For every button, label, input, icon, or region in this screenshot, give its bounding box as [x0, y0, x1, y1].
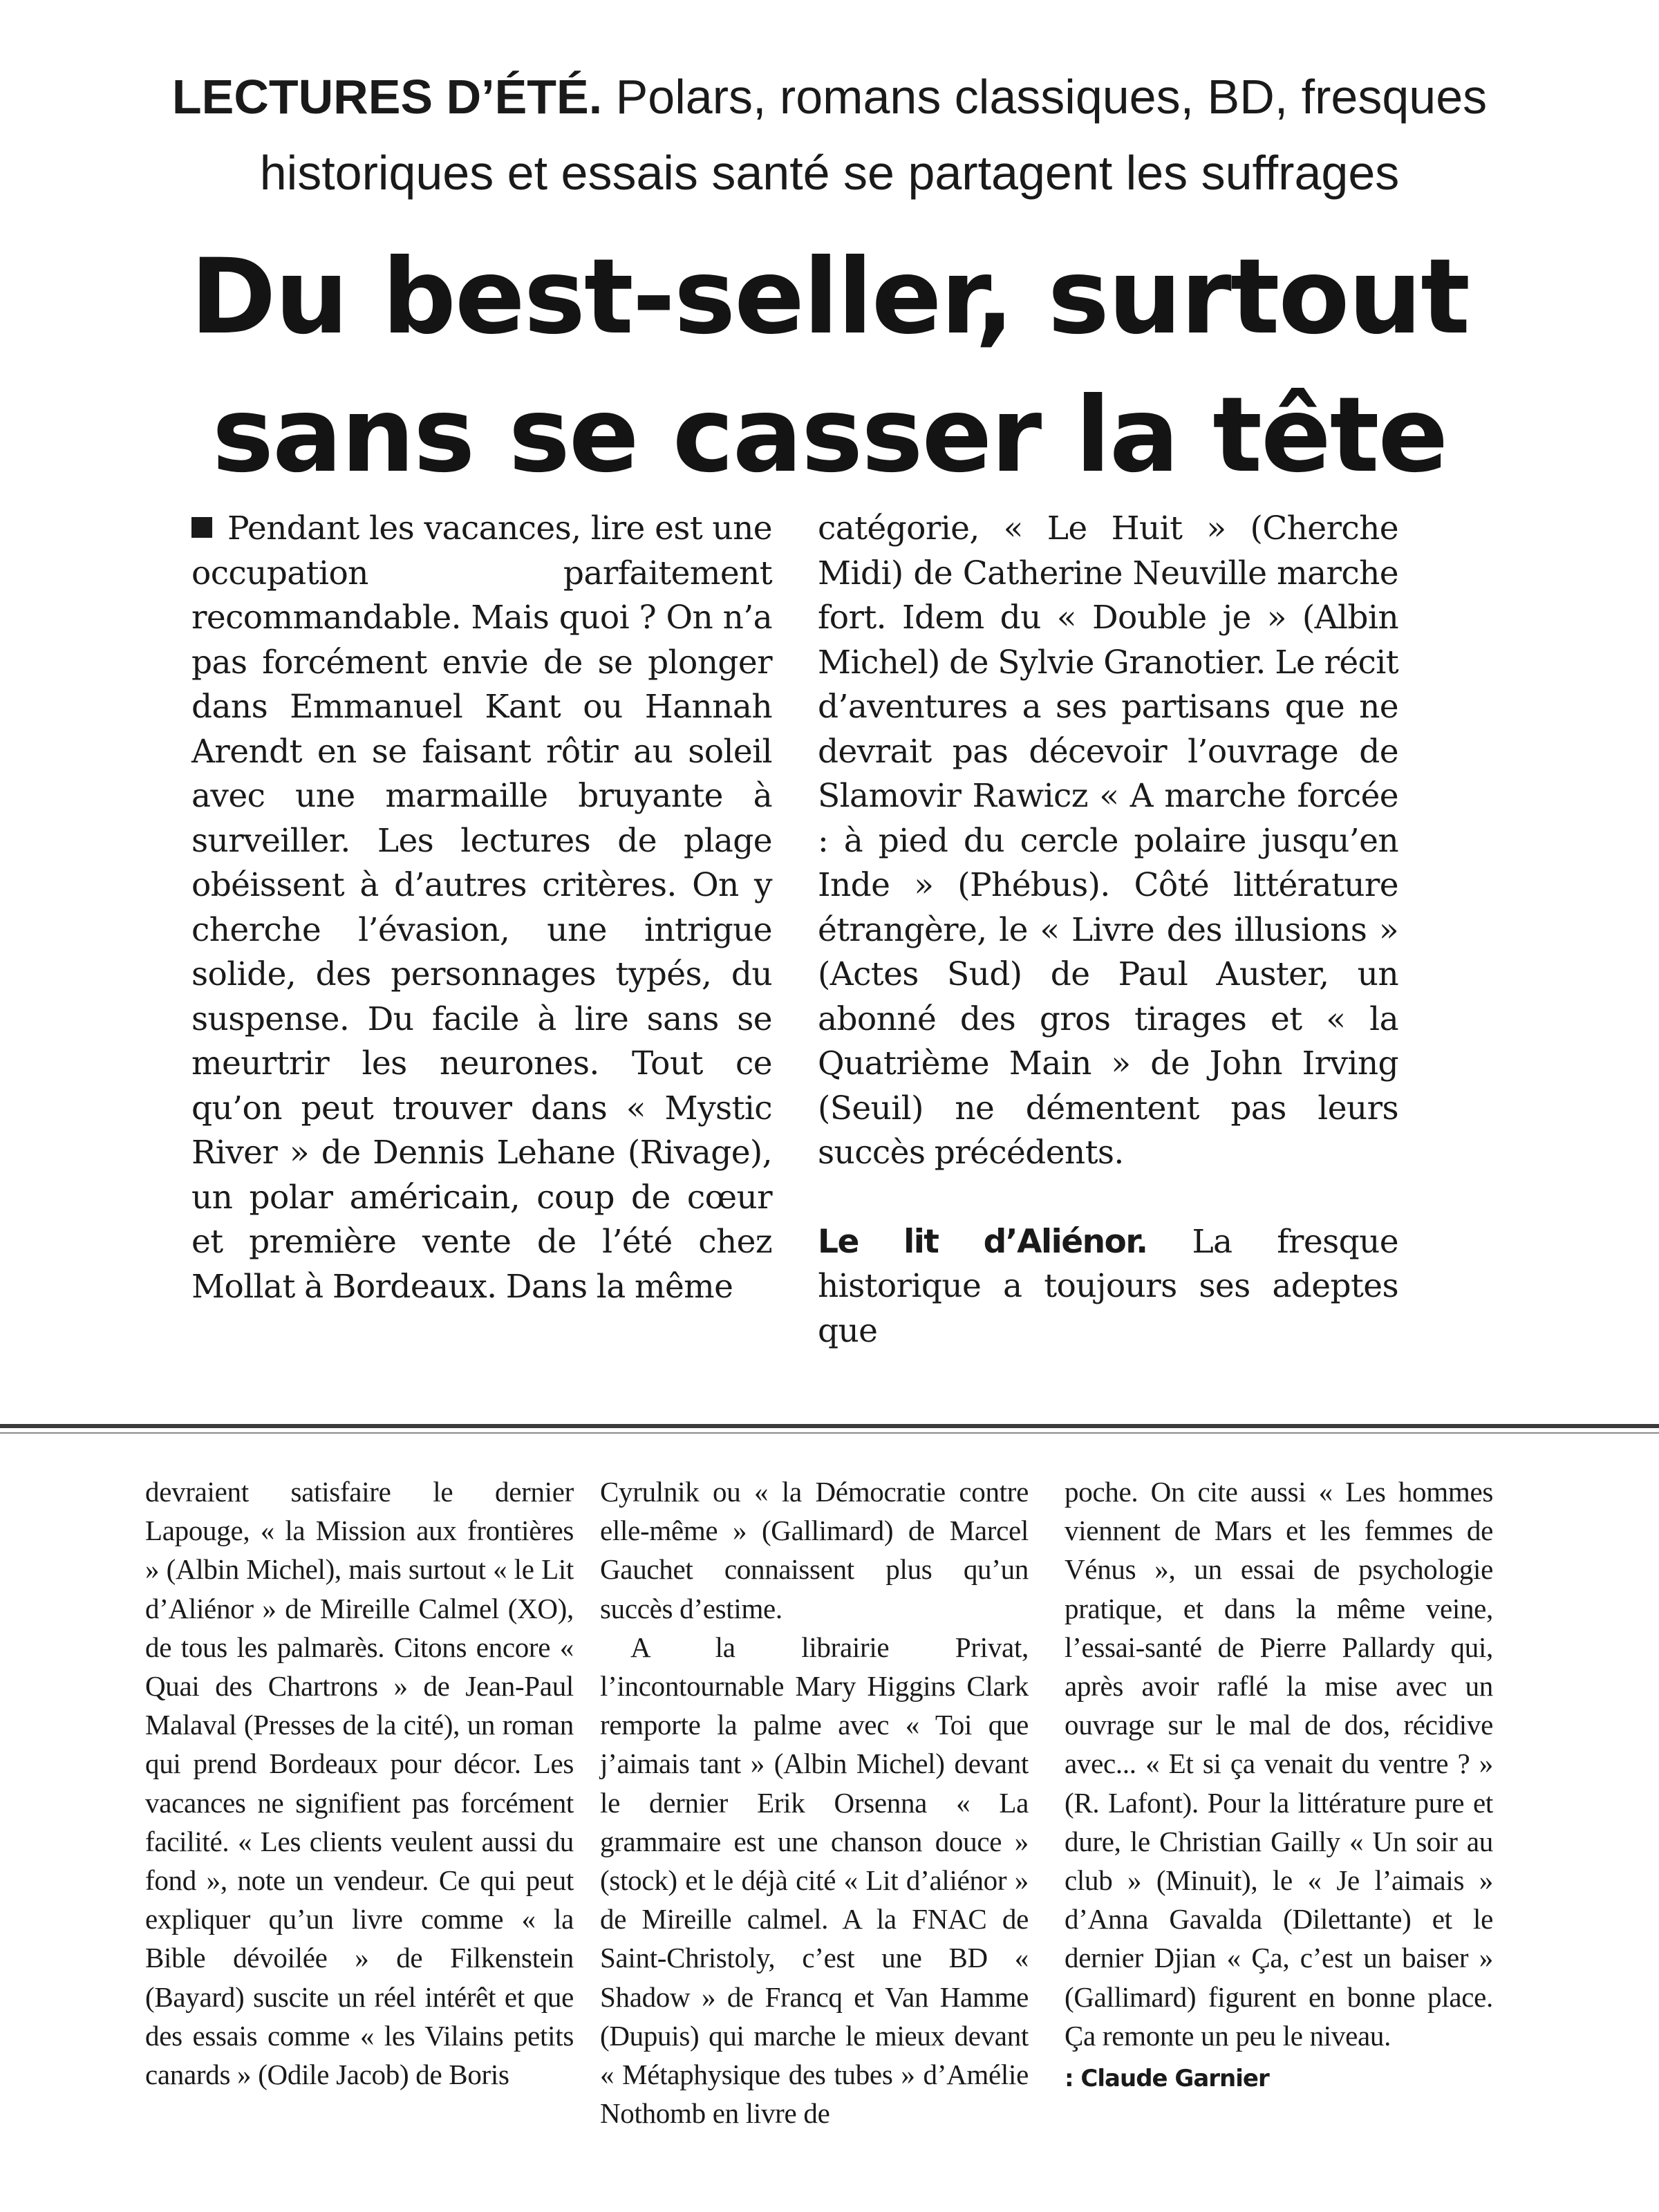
- byline: : Claude Garnier: [1065, 2065, 1269, 2093]
- column-2-subsection: [818, 1220, 1398, 1354]
- clipping-cut-edge: [0, 1424, 1659, 1428]
- continuation-column-3-text: poche. On cite aussi « Les hommes viennent de Mars et les femmes de Vénus », un essai de psychologie pratique, et dans la même veine, l’essai-santé de Pierre Pallardy qui, après avoir raflé la mise avec un ouvrage sur le mal de dos, récidive avec... « Et si ça venait du ventre ? » (R. Lafont). Pour la littérature pure et dure, le Christian Gailly « Un soir au club » (Minuit), le « Je l’aimais » d’Anna Gavalda (Dilettante) et le dernier Djian « Ça, c’est un baiser » (Gallimard) figurent en bonne place. Ça remonte un peu le niveau.: [1065, 1476, 1493, 2052]
- continuation-column-3: [1065, 1472, 1493, 2098]
- headline: [138, 228, 1521, 505]
- continuation-column-1: [145, 1472, 574, 2094]
- headline-line-2: sans se casser la tête: [212, 375, 1447, 496]
- continuation-column-2-paragraph-1: Cyrulnik ou « la Démocratie contre elle-même » (Gallimard) de Marcel Gauchet connaissent plus qu’un succès d’estime.: [600, 1476, 1029, 1624]
- headline-line-1: Du best-seller, surtout: [190, 237, 1469, 357]
- article-column-2: [818, 507, 1398, 1353]
- continuation-column-2: [600, 1472, 1029, 2133]
- clipping-cut-shadow: [0, 1432, 1659, 1434]
- continuation-column-1-text: devraient satisfaire le dernier Lapouge, « la Mission aux frontières » (Albin Michel), mais surtout « le Lit d’Aliénor » de Mireille Calmel (XO), de tous les palmarès. Citons encore « Quai des Chartrons » de Jean-Paul Malaval (Presses de la cité), un roman qui prend Bordeaux pour décor. Les vacances ne signifient pas forcément facilité. « Les clients veulent aussi du fond », note un vendeur. Ce qui peut expliquer qu’un livre comme « la Bible dévoilée » de Filkenstein (Bayard) suscite un réel intérêt et que des essais comme « les Vilains petits canards » (Odile Jacob) de Boris: [145, 1476, 574, 2091]
- bullet-square-icon: [191, 517, 212, 538]
- article-column-1: [191, 507, 772, 1309]
- subhead: Le lit d’Aliénor.: [818, 1222, 1147, 1261]
- kicker: [104, 59, 1555, 211]
- column-2-text: catégorie, « Le Huit » (Cherche Midi) de Catherine Neuville marche fort. Idem du « Double je » (Albin Michel) de Sylvie Granotier. Le récit d’aventures a ses partisans que ne devrait pas décevoir l’ouvrage de Slamovir Rawicz « A marche forcée : à pied du cercle polaire jusqu’en Inde » (Phébus). Côté littérature étrangère, le « Livre des illusions » (Actes Sud) de Paul Auster, un abonné des gros tirages et « la Quatrième Main » de John Irving (Seuil) ne démentent pas leurs succès précédents.: [818, 509, 1398, 1172]
- column-2-continuation: La fresque historique a toujours ses adeptes que: [818, 1222, 1399, 1350]
- kicker-text: Polars, romans classiques, BD, fresques historiques et essais santé se partagent les suffrages: [259, 70, 1488, 200]
- column-1-text: Pendant les vacances, lire est une occupation parfaitement recommandable. Mais quoi ? On n’a pas forcément envie de se plonger dans Emmanuel Kant ou Hannah Arendt en se faisant rôtir au soleil avec une marmaille bruyante à surveiller. Les lectures de plage obéissent à d’autres critères. On y cherche l’évasion, une intrigue solide, des personnages typés, du suspense. Du facile à lire sans se meurtrir les neurones. Tout ce qu’on peut trouver dans « Mystic River » de Dennis Lehane (Rivage), un polar américain, coup de cœur et première vente de l’été chez Mollat à Bordeaux. Dans la même: [191, 509, 772, 1306]
- continuation-column-2-paragraph-2: A la librairie Privat, l’incontournable Mary Higgins Clark remporte la palme avec « Toi que j’aimais tant » (Albin Michel) devant le dernier Erik Orsenna « La grammaire est une chanson douce » (stock) et le déjà cité « Lit d’aliénor » de Mireille calmel. A la FNAC de Saint-Christoly, c’est une BD « Shadow » de Francq et Van Hamme (Dupuis) qui marche le mieux devant « Métaphysique des tubes » d’Amélie Nothomb en livre de: [600, 1631, 1029, 2130]
- kicker-keyword: LECTURES D’ÉTÉ.: [171, 70, 603, 124]
